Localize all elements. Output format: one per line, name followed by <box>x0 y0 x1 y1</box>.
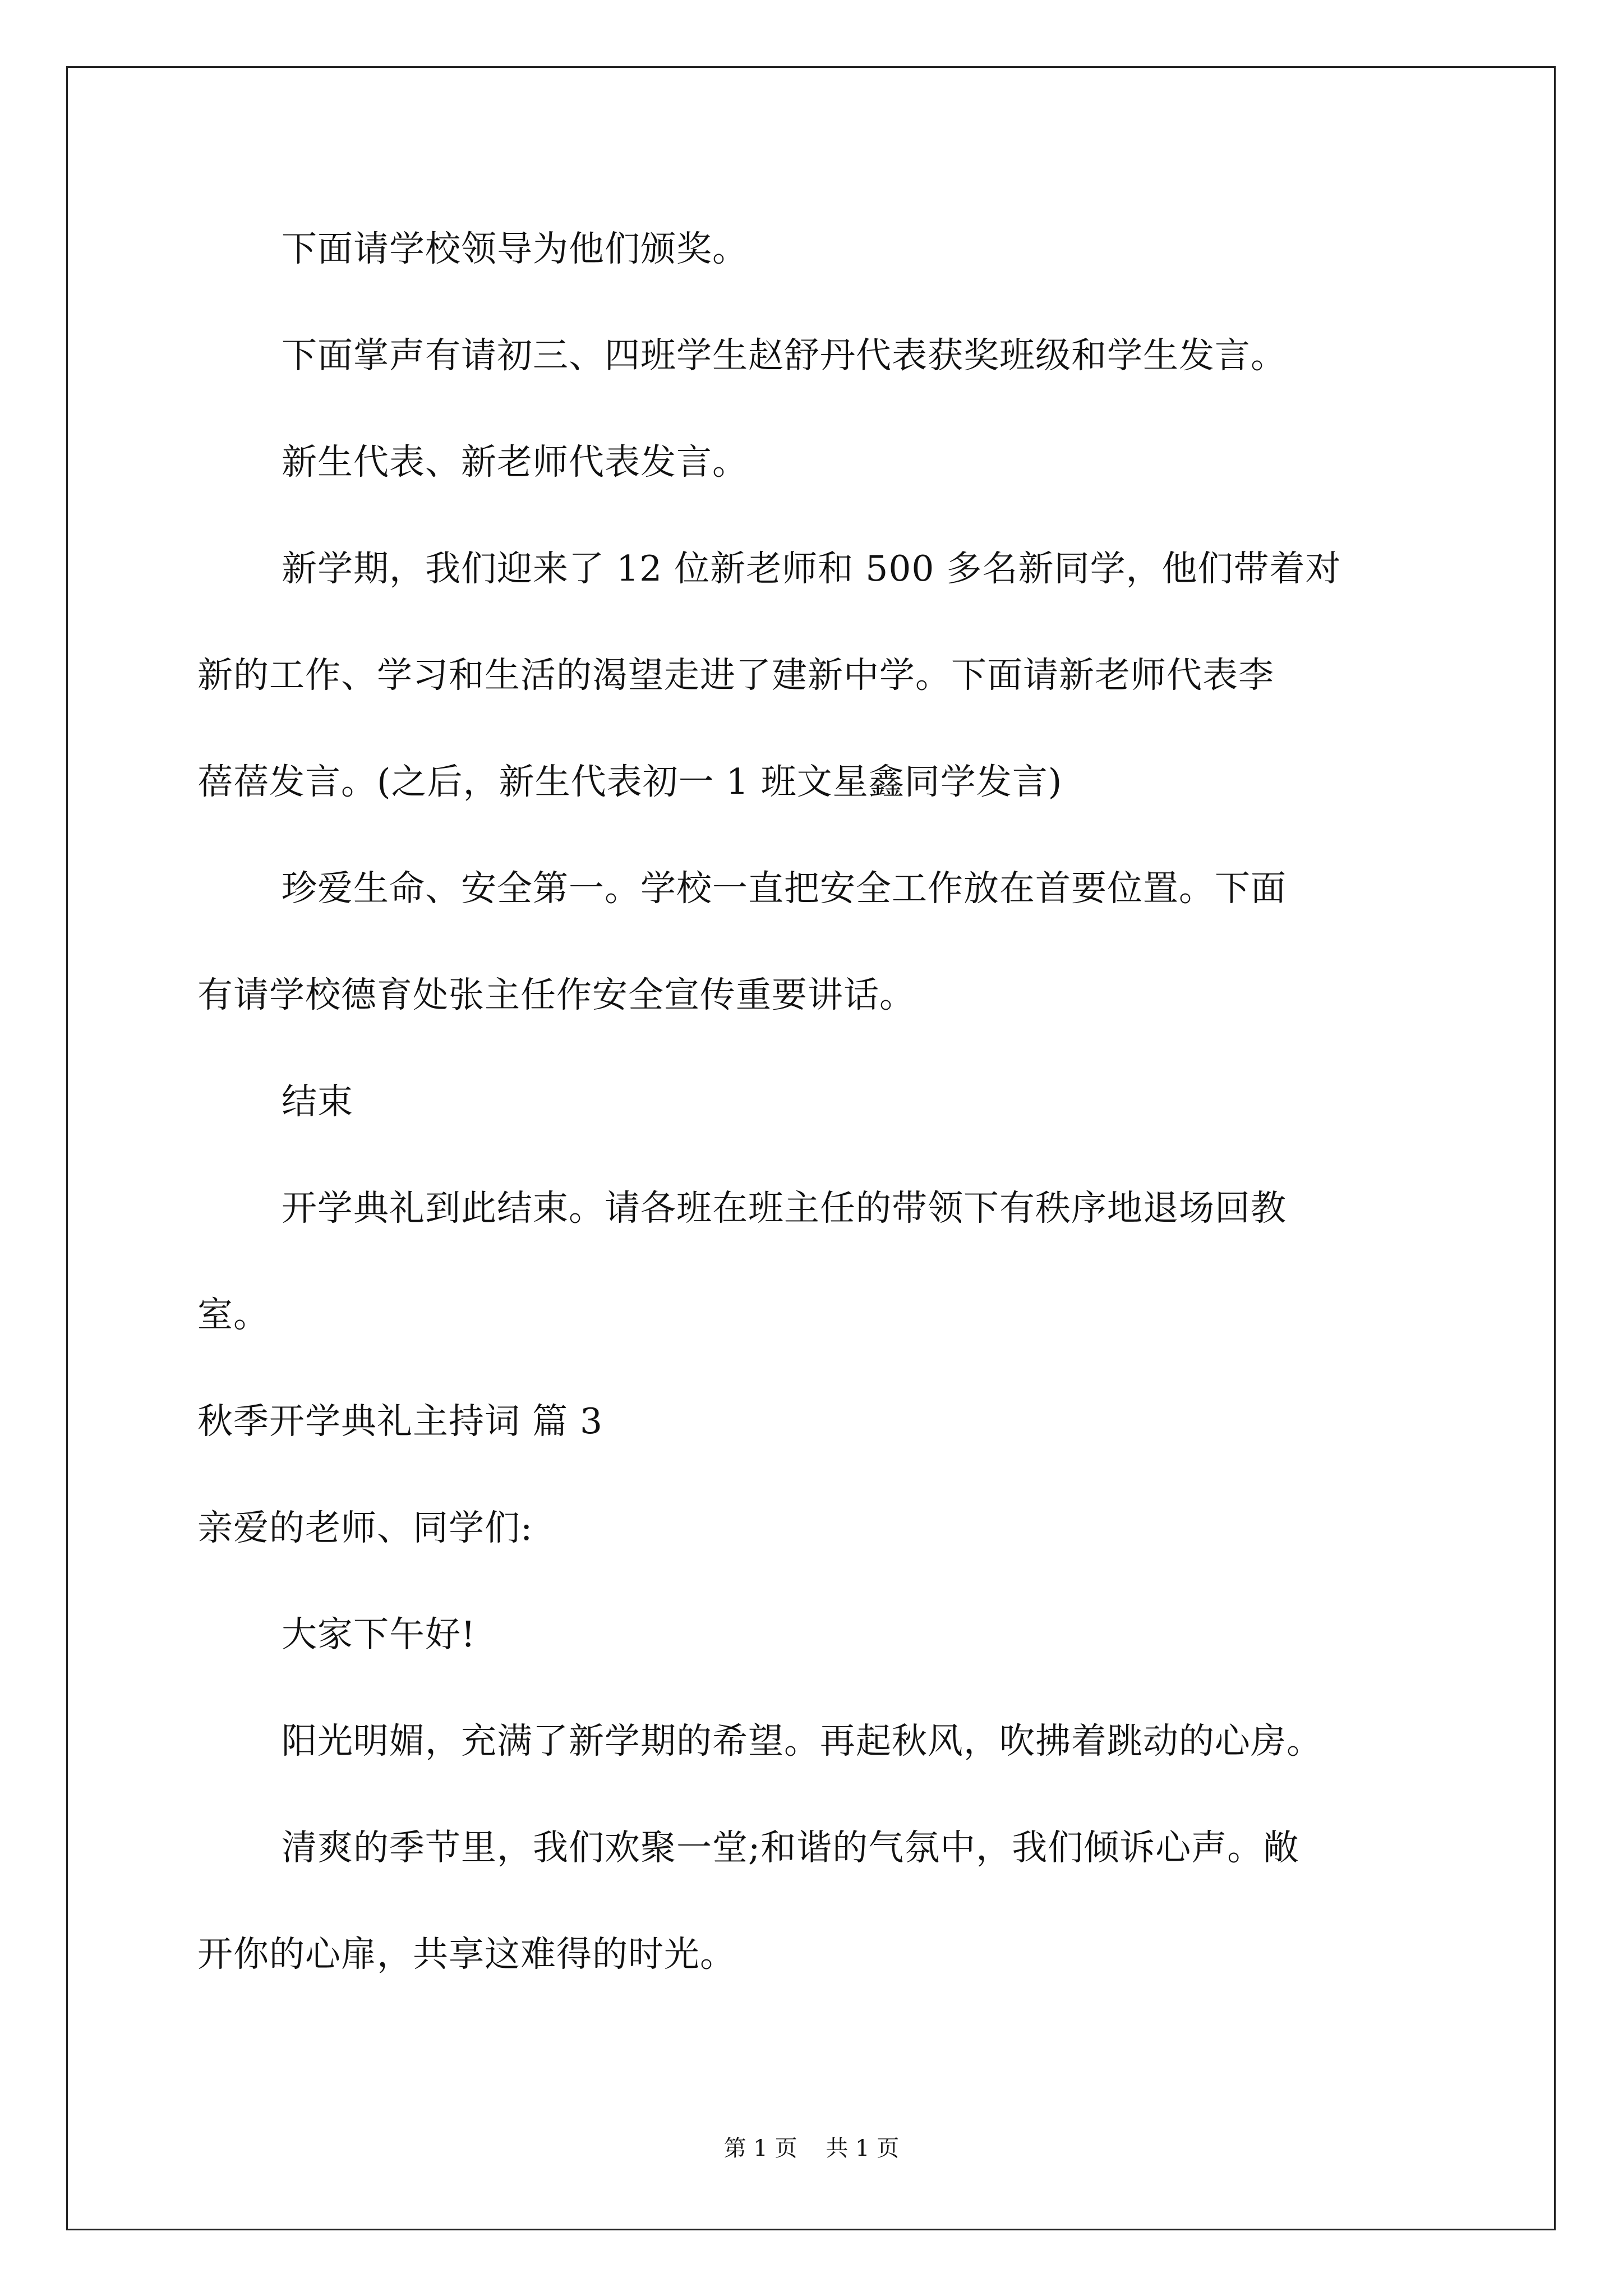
paragraph-line: 珍爱生命、安全第一。学校一直把安全工作放在首要位置。下面 <box>282 868 1287 909</box>
paragraph-line: 室。 <box>197 1294 269 1335</box>
paragraph-line: 清爽的季节里，我们欢聚一堂;和谐的气氛中，我们倾诉心声。敞 <box>282 1827 1299 1868</box>
paragraph-line: 有请学校德育处张主任作安全宣传重要讲话。 <box>197 974 915 1015</box>
paragraph-line: 蓓蓓发言。(之后，新生代表初一 1 班文星鑫同学发言) <box>197 761 1063 802</box>
paragraph-line: 开你的心扉，共享这难得的时光。 <box>197 1934 736 1975</box>
section-heading: 秋季开学典礼主持词 篇 3 <box>197 1401 603 1442</box>
paragraph-line: 新生代表、新老师代表发言。 <box>282 441 748 482</box>
page-border <box>66 66 1556 2230</box>
paragraph-line: 下面掌声有请初三、四班学生赵舒丹代表获奖班级和学生发言。 <box>282 335 1287 376</box>
paragraph-line: 阳光明媚，充满了新学期的希望。再起秋风，吹拂着跳动的心房。 <box>282 1720 1322 1761</box>
paragraph-line: 新的工作、学习和生活的渴望走进了建新中学。下面请新老师代表李 <box>197 655 1274 696</box>
page-footer: 第 1 页 共 1 页 <box>723 2136 900 2161</box>
paragraph-line: 结束 <box>282 1081 353 1122</box>
paragraph-line: 下面请学校领导为他们颁奖。 <box>282 228 748 269</box>
paragraph-line: 开学典礼到此结束。请各班在班主任的带领下有秩序地退场回教 <box>282 1188 1287 1228</box>
salutation: 亲爱的老师、同学们: <box>197 1507 533 1548</box>
paragraph-line: 新学期，我们迎来了 12 位新老师和 500 多名新同学，他们带着对 <box>282 548 1341 589</box>
paragraph-line: 大家下午好! <box>282 1614 476 1655</box>
